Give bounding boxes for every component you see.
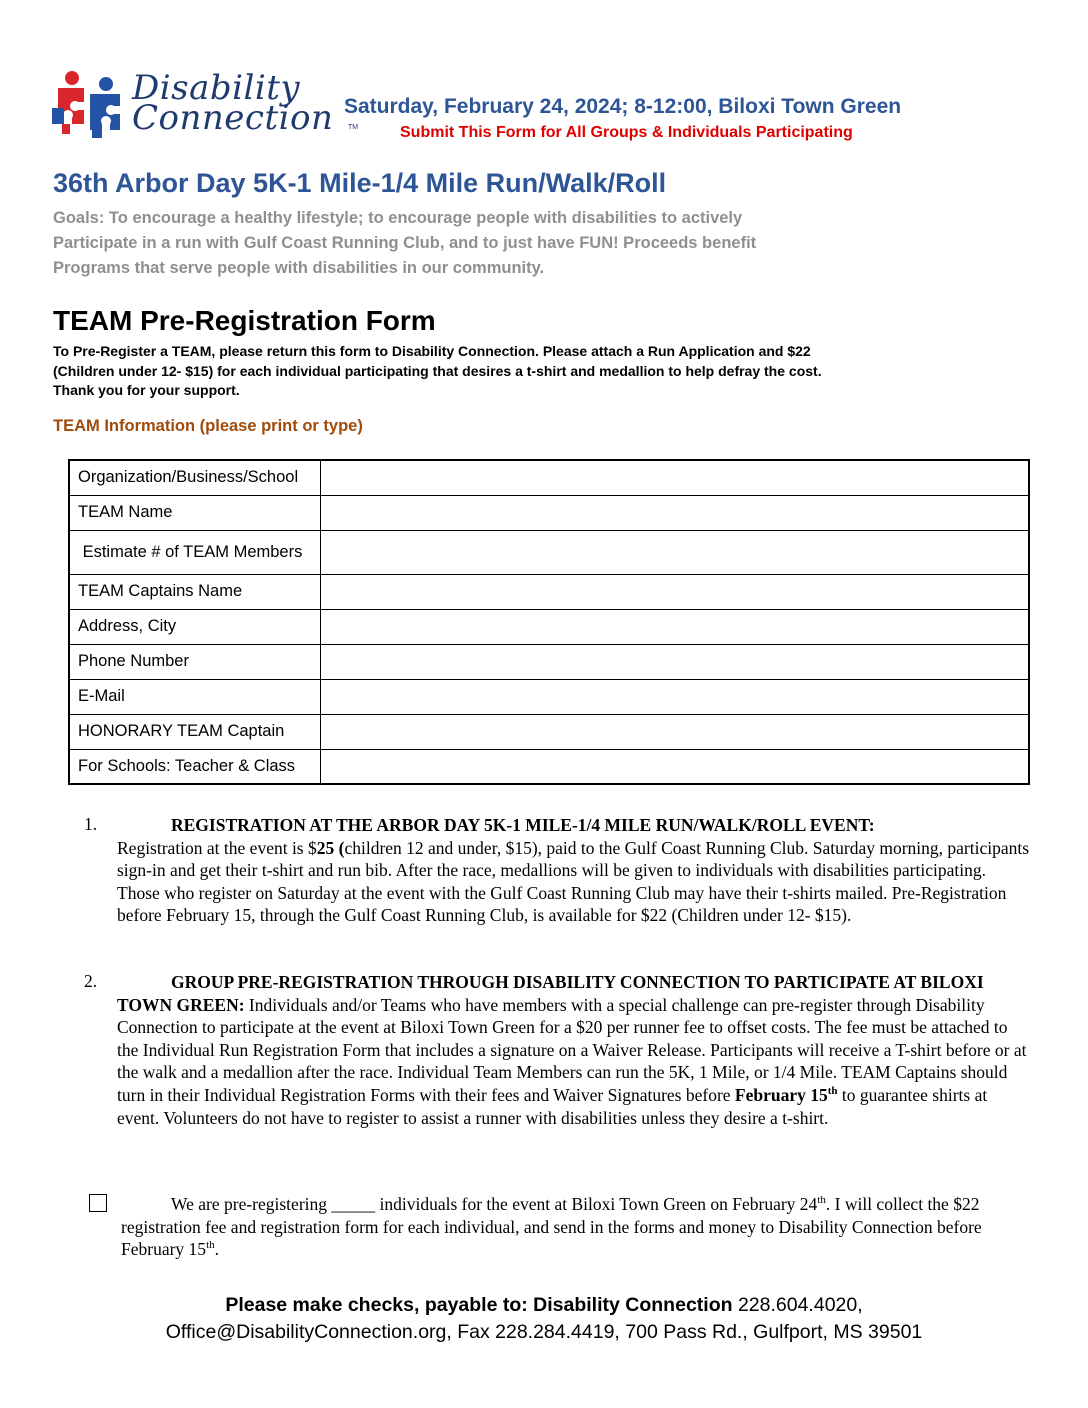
table-row (69, 714, 1029, 749)
field-input-captains-name[interactable] (321, 574, 1030, 609)
field-input-team-name[interactable] (321, 495, 1030, 530)
form-intro (53, 342, 1013, 401)
submit-note: Submit This Form for All Groups & Individuals Participating (400, 124, 853, 141)
item-1-heading: REGISTRATION AT THE ARBOR DAY 5K-1 MILE-1/4 MILE RUN/WALK/ROLL EVENT: (171, 815, 875, 835)
logo-word-disability: Disability (132, 68, 301, 108)
puzzle-people-icon (52, 68, 132, 140)
contact-address: Office@DisabilityConnection.org, Fax 228.284.4419, 700 Pass Rd., Gulfport, MS 39501 (165, 1321, 923, 1343)
field-label-phone: Phone Number (69, 644, 321, 679)
field-label-honorary-captain: HONORARY TEAM Captain (69, 714, 321, 749)
field-input-organization[interactable] (321, 460, 1030, 495)
intro-line: Thank you for your support. (53, 382, 240, 398)
table-row (69, 644, 1029, 679)
prereg-text: . I will collect the $22 registration fee and registration form for each individual, and send in the forms and money to Disability Connection before February 15 (121, 1194, 982, 1260)
prereg-sup: th (206, 1239, 215, 1252)
field-label-email: E-Mail (69, 679, 321, 714)
item-2-text: to guarantee shirts at event. Volunteers do not have to register to assist a runner with disabilities unless they desire a t-shirt. (117, 1084, 988, 1128)
field-label-captains-name: TEAM Captains Name (69, 574, 321, 609)
field-label-team-members: Estimate # of TEAM Members (69, 530, 321, 574)
prereg-statement (121, 1193, 1031, 1261)
item-2-group-preregistration (117, 971, 1032, 1129)
goals-line: Programs that serve people with disabilities in our community. (53, 259, 545, 277)
logo-word-connection: Connection (132, 98, 334, 138)
item-2-deadline: February 15 (734, 1084, 828, 1105)
table-row (69, 679, 1029, 714)
prereg-checkbox[interactable] (89, 1194, 107, 1212)
field-label-address: Address, City (69, 609, 321, 644)
field-input-honorary-captain[interactable] (321, 714, 1030, 749)
field-input-address[interactable] (321, 609, 1030, 644)
item-2-deadline-sup: th (827, 1085, 838, 1098)
goals-line: Participate in a run with Gulf Coast Running Club, and to just have FUN! Proceeds benefit (53, 234, 757, 252)
event-title: 36th Arbor Day 5K-1 Mile-1/4 Mile Run/Walk/Roll (53, 168, 667, 198)
table-row (69, 749, 1029, 784)
contact-phone: 228.604.4020, (732, 1294, 863, 1316)
team-info-table (68, 459, 1030, 785)
intro-line: To Pre-Register a TEAM, please return this form to Disability Connection. Please attach a Run Application and $22 (53, 343, 811, 359)
prereg-text: . (214, 1239, 219, 1260)
field-label-team-name: TEAM Name (69, 495, 321, 530)
table-row (69, 574, 1029, 609)
prereg-text: We are pre-registering _____ individuals for the event at Biloxi Town Green on February 24 (171, 1194, 818, 1214)
item-2-number: 2. (84, 971, 98, 991)
payment-info (0, 1294, 1088, 1317)
item-2-heading: GROUP PRE-REGISTRATION THROUGH DISABILITY CONNECTION TO PARTICIPATE AT BILOXI TOWN GREEN: (117, 972, 984, 1015)
table-row (69, 609, 1029, 644)
item-1-body (117, 837, 1032, 927)
team-info-heading: TEAM Information (please print or type) (53, 417, 363, 435)
field-input-teacher-class[interactable] (321, 749, 1030, 784)
field-input-email[interactable] (321, 679, 1030, 714)
goals-line: Goals: To encourage a healthy lifestyle; to encourage people with disabilities to actively (53, 209, 743, 227)
field-label-teacher-class: For Schools: Teacher & Class (69, 749, 321, 784)
item-1-registration-at-event (117, 814, 1032, 927)
event-goals (53, 206, 953, 281)
item-1-fee: 25 ( (316, 837, 345, 858)
table-row (69, 530, 1029, 574)
table-row (69, 460, 1029, 495)
item-2-text: Individuals and/or Teams who have members with a special challenge can pre-register through Disability Connection to participate at the event at Biloxi Town Green for a $20 per runner fee to offset costs. The fee must be attached to the Individual Run Registration Form that includes a signature on a Waiver Release. Participants will receive a T-shirt before or at the walk and a medallion after the race. Individual Team Members can run the 5K, 1 Mile, or 1/4 Mile. TEAM Captains should turn in their Individual Registration Forms with their fees and Waiver Signatures before (117, 994, 1027, 1105)
event-date: Saturday, February 24, 2024; 8-12:00, Biloxi Town Green (344, 95, 902, 118)
table-row (69, 495, 1029, 530)
field-input-phone[interactable] (321, 644, 1030, 679)
disability-connection-logo (52, 68, 362, 140)
item-1-number: 1. (84, 814, 98, 834)
field-label-organization: Organization/Business/School (69, 460, 321, 495)
field-input-team-members[interactable] (321, 530, 1030, 574)
intro-line: (Children under 12- $15) for each individual participating that desires a t-shirt and medallion to help defray the cost. (53, 362, 822, 379)
item-1-text: children 12 and under, $15), paid to the Gulf Coast Running Club. Saturday morning, participants sign-in and get their t-shirt and run bib. After the race, medallions will be given to individuals with disabilities participating. Those who register on Saturday at the event with the Gulf Coast Running Club may have their t-shirts mailed. Pre-Registration before February 15, through the Gulf Coast Running Club, is available for $22 (Children under 12- $15). (117, 837, 1030, 926)
prereg-sup: th (817, 1194, 826, 1207)
item-1-text: Registration at the event is $ (117, 837, 317, 858)
form-title: TEAM Pre-Registration Form (53, 305, 436, 336)
checks-label: Please make checks, payable to: Disability Connection (225, 1294, 733, 1316)
logo-trademark: TM (348, 124, 359, 131)
